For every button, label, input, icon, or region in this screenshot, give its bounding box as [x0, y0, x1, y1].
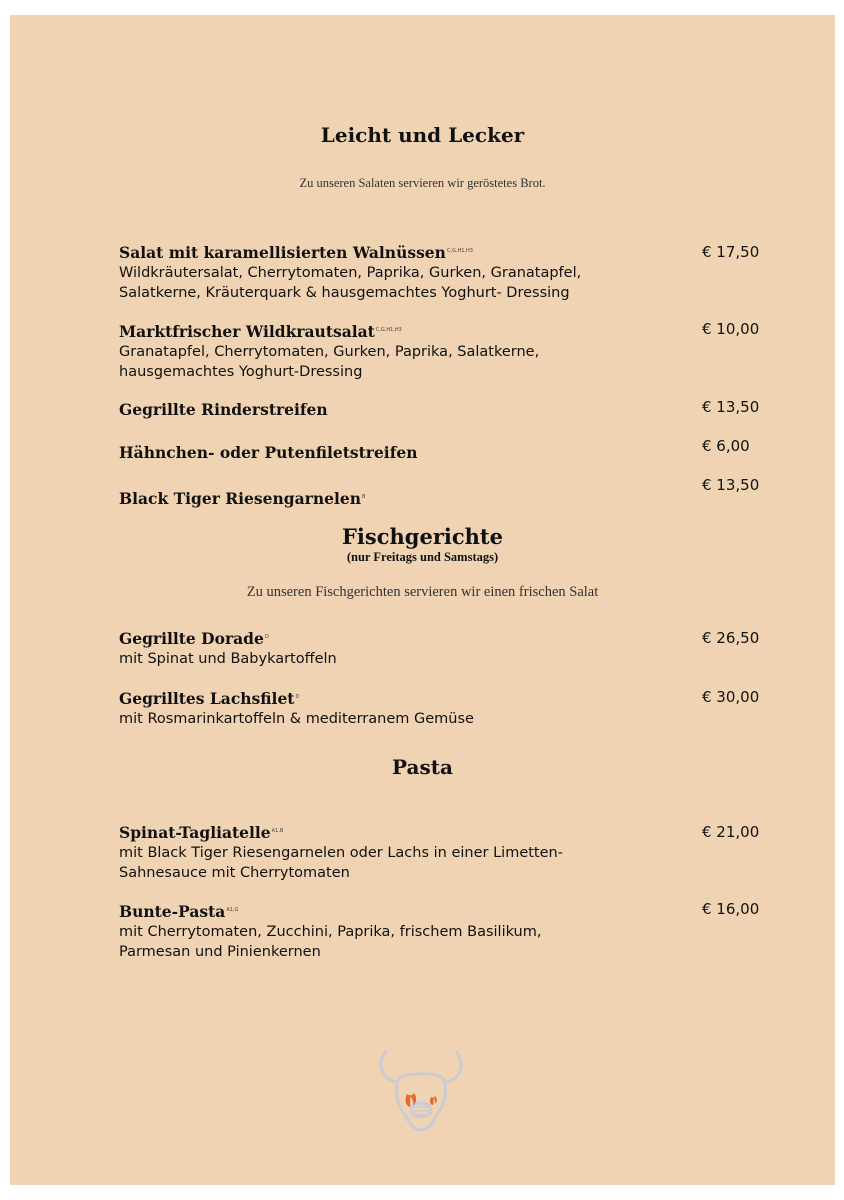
item-name: Hähnchen- oder Putenfiletstreifen	[119, 443, 418, 462]
item-description: mit Cherrytomaten, Zucchini, Paprika, frischem Basilikum, Parmesan und Pinienkernen	[119, 924, 542, 961]
item-name: Gegrillte Rinderstreifen	[119, 400, 328, 419]
item-name: Spinat-Tagliatelle	[119, 823, 271, 843]
item-allergens: B	[361, 494, 366, 500]
menu-item	[119, 487, 699, 509]
item-name: Gegrilltes Lachsfilet	[119, 689, 295, 709]
item-price: € 10,00	[702, 320, 760, 338]
item-name: Gegrillte Dorade	[119, 629, 264, 649]
item-price: € 21,00	[702, 823, 760, 841]
item-description: mit Spinat und Babykartoffeln	[119, 651, 337, 668]
item-allergens: C,G,H1,H3	[375, 327, 402, 333]
item-price: € 16,00	[702, 900, 760, 918]
menu-page	[10, 15, 835, 1185]
item-name: Black Tiger Riesengarnelen	[119, 489, 361, 509]
menu-item	[119, 443, 699, 463]
section-subtitle-salads: Zu unseren Salaten servieren wir geröstetes Brot.	[299, 176, 546, 190]
menu-item	[119, 900, 699, 962]
item-price: € 6,00	[702, 437, 750, 455]
item-allergens: D	[264, 634, 269, 640]
menu-item	[119, 687, 699, 729]
section-note-fish: (nur Freitags und Samstags)	[346, 550, 499, 564]
item-name: Marktfrischer Wildkrautsalat	[119, 322, 375, 342]
item-price: € 30,00	[702, 688, 760, 706]
section-title-salads: Leicht und Lecker	[320, 123, 525, 147]
item-description: Wildkräutersalat, Cherrytomaten, Paprika, Gurken, Granatapfel, Salatkerne, Kräuterquark & hausgemachtes Yoghurt- Dressing	[119, 265, 582, 302]
item-description: mit Rosmarinkartoffeln & mediterranem Gemüse	[119, 711, 474, 728]
section-title-pasta: Pasta	[392, 755, 453, 779]
item-description: mit Black Tiger Riesengarnelen oder Lachs in einer Limetten- Sahnesauce mit Cherrytomaten	[119, 845, 563, 882]
item-name: Salat mit karamellisierten Walnüssen	[119, 243, 446, 263]
item-allergens: D	[295, 694, 300, 700]
item-allergens: C,G,H1,H3	[446, 248, 473, 254]
item-price: € 17,50	[702, 243, 760, 261]
bull-head-grill-logo-icon	[375, 1050, 467, 1135]
item-price: € 26,50	[702, 629, 760, 647]
item-price: € 13,50	[702, 476, 760, 494]
section-title-fish: Fischgerichte	[342, 524, 503, 549]
menu-item	[119, 241, 699, 303]
menu-item	[119, 400, 699, 420]
item-description: Granatapfel, Cherrytomaten, Gurken, Paprika, Salatkerne, hausgemachtes Yoghurt-Dressing	[119, 344, 540, 381]
menu-item	[119, 821, 699, 883]
item-allergens: A1,B	[271, 828, 284, 834]
item-name: Bunte-Pasta	[119, 902, 226, 922]
menu-item	[119, 627, 699, 669]
section-subtitle-fish: Zu unseren Fischgerichten servieren wir einen frischen Salat	[246, 584, 599, 600]
item-allergens: A1,G	[226, 907, 239, 913]
item-price: € 13,50	[702, 398, 760, 416]
menu-item	[119, 320, 699, 382]
